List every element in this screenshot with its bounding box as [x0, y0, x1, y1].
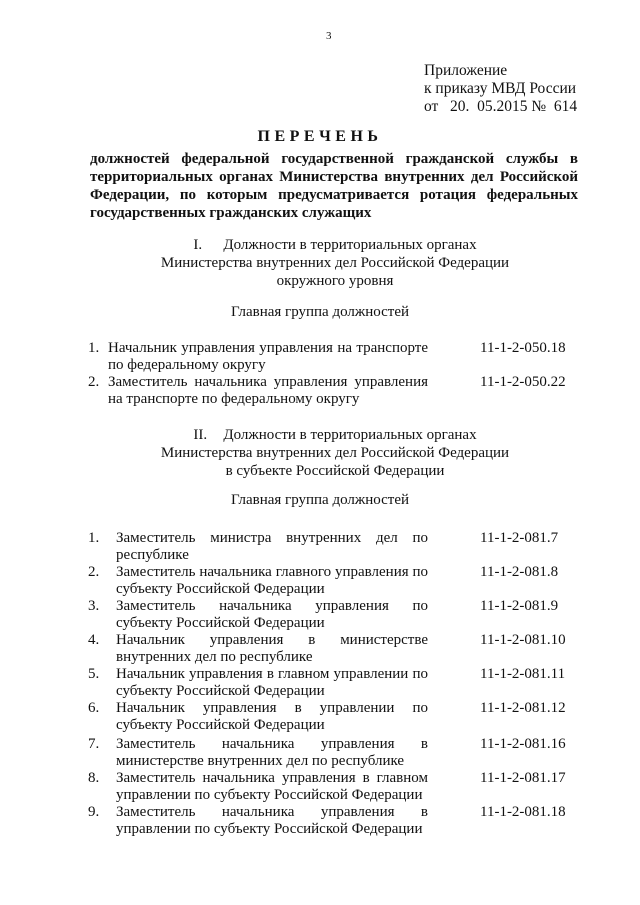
item-number: 2.: [88, 564, 100, 580]
section-1-line2: Министерства внутренних дел Российской Федерации: [160, 255, 510, 271]
section-1-heading: [120, 236, 550, 290]
item-number: 6.: [88, 700, 100, 716]
document-subtitle: должностей федеральной государственной гражданской службы в территориальных органах Министерства внутренних дел Российской Федерации, по которым предусматривается ротация федеральных государственных гражданских служащих: [90, 151, 578, 221]
appendix-block: [424, 62, 624, 116]
item-number: 5.: [88, 666, 100, 682]
item-position: Начальник управления в главном управлении по субъекту Российской Федерации: [116, 666, 428, 699]
number-sign: №: [531, 98, 547, 115]
section-1-group: Главная группа должностей: [230, 304, 410, 320]
date-year: .2015: [492, 98, 528, 115]
item-position: Начальник управления управления на транспорте по федеральному округу: [108, 340, 428, 373]
item-position: Заместитель начальника управления в управлении по субъекту Российской Федерации: [116, 804, 428, 837]
item-position: Заместитель начальника управления управления на транспорте по федеральному округу: [108, 374, 428, 407]
section-2-heading: [120, 426, 550, 480]
item-position: Заместитель начальника главного управления по субъекту Российской Федерации: [116, 564, 428, 597]
item-number: 8.: [88, 770, 100, 786]
item-code: 11-1-2-081.12: [480, 700, 566, 716]
page-number: 3: [326, 30, 332, 42]
date-month: 05: [477, 98, 493, 115]
item-number: 7.: [88, 736, 100, 752]
appendix-order-ref: к приказу МВД России: [424, 80, 577, 97]
item-position: Заместитель начальника управления в главном управлении по субъекту Российской Федерации: [116, 770, 428, 803]
section-2-line3: в субъекте Российской Федерации: [225, 463, 445, 479]
item-number: 3.: [88, 598, 100, 614]
document-title: ПЕРЕЧЕНЬ: [257, 128, 383, 145]
date-day: 20.: [449, 98, 470, 115]
item-position: Заместитель начальника управления в министерстве внутренних дел по республике: [116, 736, 428, 769]
item-code: 11-1-2-081.16: [480, 736, 566, 752]
section-2-line1: Должности в территориальных органах: [223, 427, 477, 443]
item-number: 1.: [88, 340, 100, 356]
item-position: Заместитель министра внутренних дел по республике: [116, 530, 428, 563]
item-number: 9.: [88, 804, 100, 820]
item-code: 11-1-2-081.7: [480, 530, 559, 546]
item-code: 11-1-2-050.18: [480, 340, 566, 356]
item-number: 1.: [88, 530, 100, 546]
item-code: 11-1-2-081.10: [480, 632, 566, 648]
item-position: Начальник управления в министерстве внутренних дел по республике: [116, 632, 428, 665]
section-2-roman: II.: [193, 427, 208, 443]
item-code: 11-1-2-081.18: [480, 804, 566, 820]
item-code: 11-1-2-081.9: [480, 598, 559, 614]
section-1-roman: I.: [193, 237, 203, 253]
item-code: 11-1-2-081.17: [480, 770, 566, 786]
section-1-line3: окружного уровня: [276, 273, 394, 289]
item-code: 11-1-2-081.11: [480, 666, 566, 682]
item-number: 2.: [88, 374, 100, 390]
item-number: 4.: [88, 632, 100, 648]
item-code: 11-1-2-050.22: [480, 374, 566, 390]
appendix-label: Приложение: [424, 62, 508, 79]
item-position: Начальник управления в управлении по субъекту Российской Федерации: [116, 700, 428, 733]
section-2-group: Главная группа должностей: [230, 492, 410, 508]
date-prefix: от: [424, 98, 439, 115]
item-position: Заместитель начальника управления по субъекту Российской Федерации: [116, 598, 428, 631]
order-number: 614: [553, 98, 578, 115]
section-1-line1: Должности в территориальных органах: [223, 237, 477, 253]
item-code: 11-1-2-081.8: [480, 564, 559, 580]
appendix-date-line: [424, 98, 624, 116]
section-2-line2: Министерства внутренних дел Российской Федерации: [160, 445, 510, 461]
